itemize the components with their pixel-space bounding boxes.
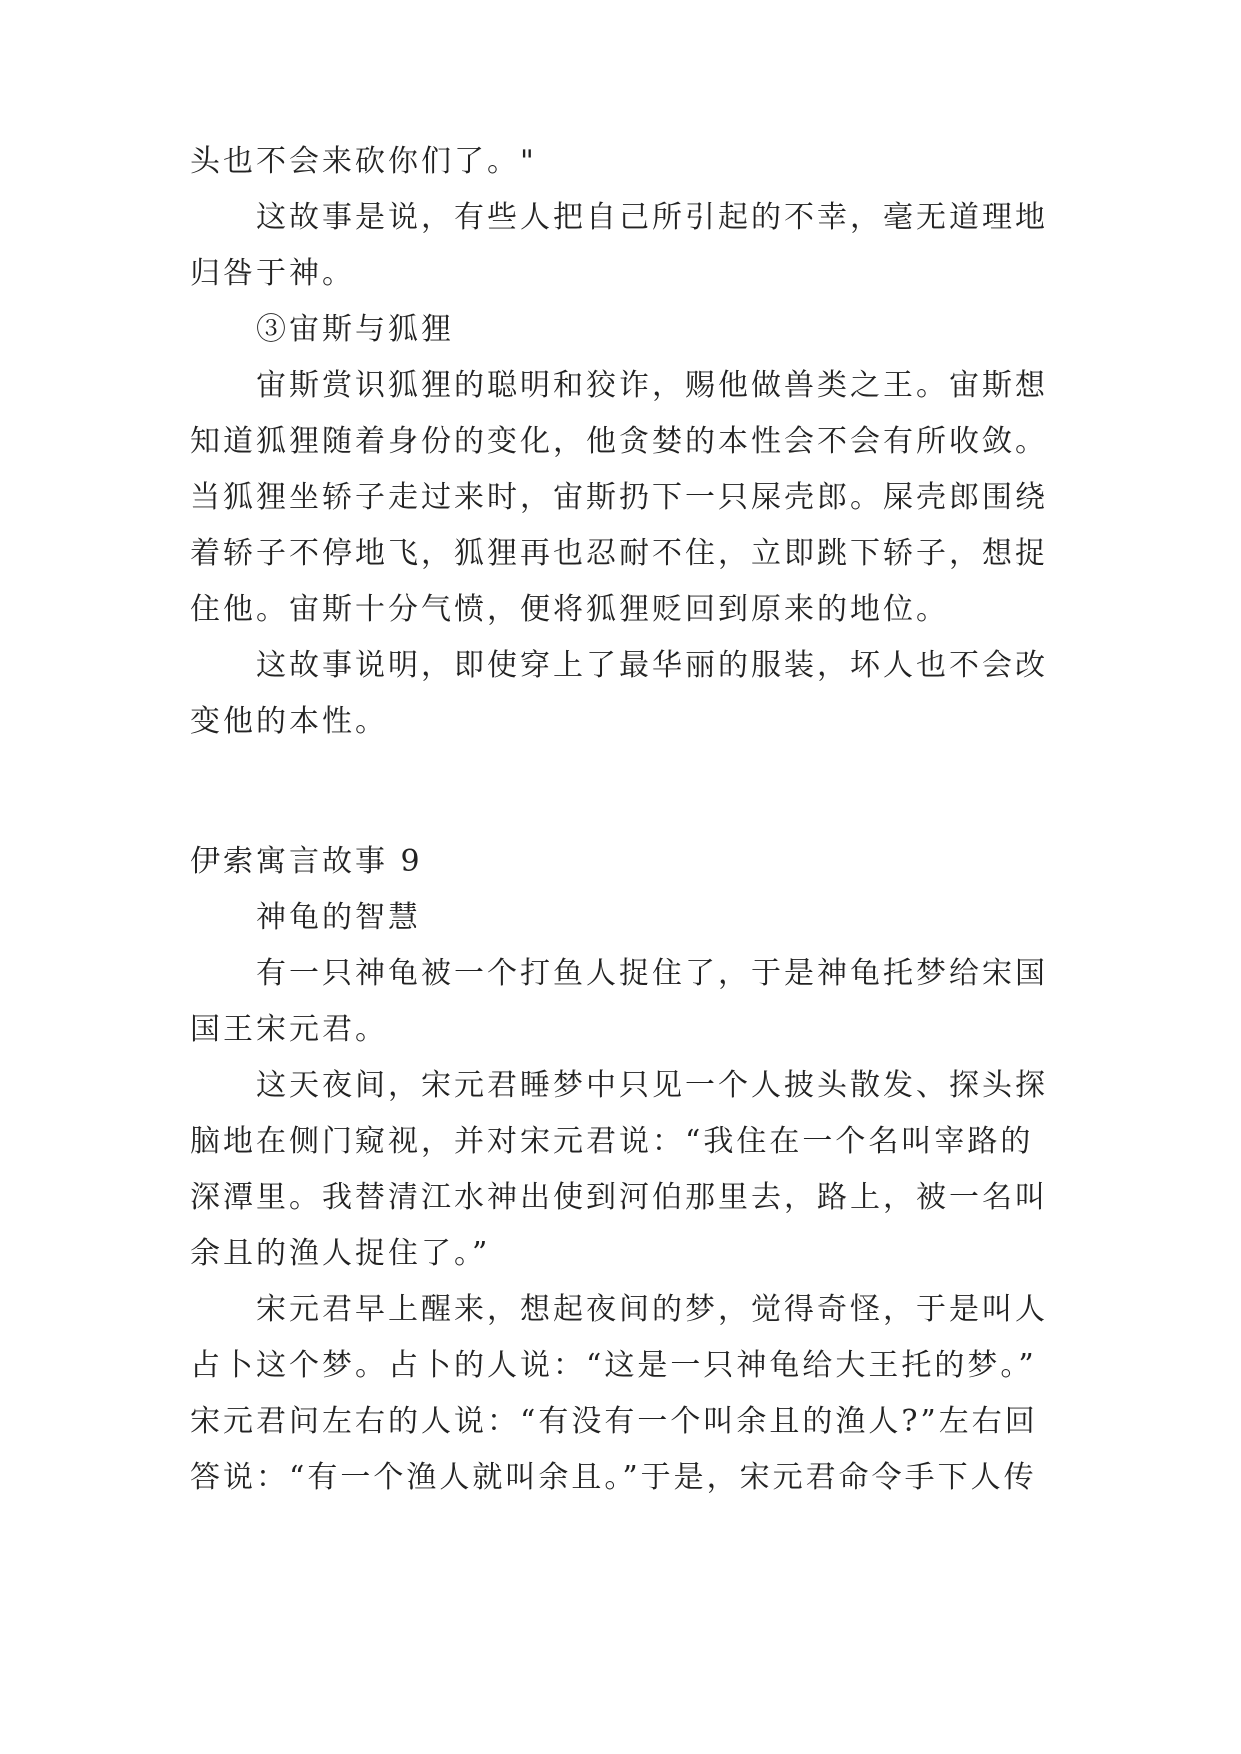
- text-line: 占卜这个梦。占卜的人说：“这是一只神龟给大王托的梦。”: [190, 1348, 1037, 1383]
- text-line: 宙斯赏识狐狸的聪明和狡诈，赐他做兽类之王。宙斯想: [256, 368, 1048, 403]
- section-heading: 神龟的智慧: [256, 900, 421, 935]
- text-line: 住他。宙斯十分气愤，便将狐狸贬回到原来的地位。: [190, 592, 949, 627]
- section-heading: ③宙斯与狐狸: [256, 312, 454, 347]
- text-line: 宋元君早上醒来，想起夜间的梦，觉得奇怪，于是叫人: [256, 1292, 1048, 1327]
- text-line: 深潭里。我替清江水神出使到河伯那里去，路上，被一名叫: [190, 1180, 1048, 1215]
- text-line: 脑地在侧门窥视，并对宋元君说：“我住在一个名叫宰路的: [190, 1124, 1034, 1159]
- text-line: 国王宋元君。: [190, 1012, 388, 1047]
- text-line: 余且的渔人捉住了。”: [190, 1236, 491, 1271]
- text-line: 当狐狸坐轿子走过来时，宙斯扔下一只屎壳郎。屎壳郎围绕: [190, 480, 1048, 515]
- text-line: 这故事是说，有些人把自己所引起的不幸，毫无道理地: [256, 200, 1048, 235]
- story-title: 伊索寓言故事 9: [190, 844, 423, 879]
- text-line: 这天夜间，宋元君睡梦中只见一个人披头散发、探头探: [256, 1068, 1048, 1103]
- text-line: 头也不会来砍你们了。": [190, 144, 537, 179]
- text-line: 变他的本性。: [190, 704, 388, 739]
- text-line: 宋元君问左右的人说：“有没有一个叫余且的渔人?”左右回: [190, 1404, 1038, 1439]
- text-line: 答说：“有一个渔人就叫余且。”于是，宋元君命令手下人传: [190, 1460, 1037, 1495]
- text-line: 有一只神龟被一个打鱼人捉住了，于是神龟托梦给宋国: [256, 956, 1048, 991]
- text-line: 知道狐狸随着身份的变化，他贪婪的本性会不会有所收敛。: [190, 424, 1048, 459]
- text-line: 这故事说明，即使穿上了最华丽的服装，坏人也不会改: [256, 648, 1048, 683]
- text-line: 归咎于神。: [190, 256, 355, 291]
- text-line: 着轿子不停地飞，狐狸再也忍耐不住，立即跳下轿子，想捉: [190, 536, 1048, 571]
